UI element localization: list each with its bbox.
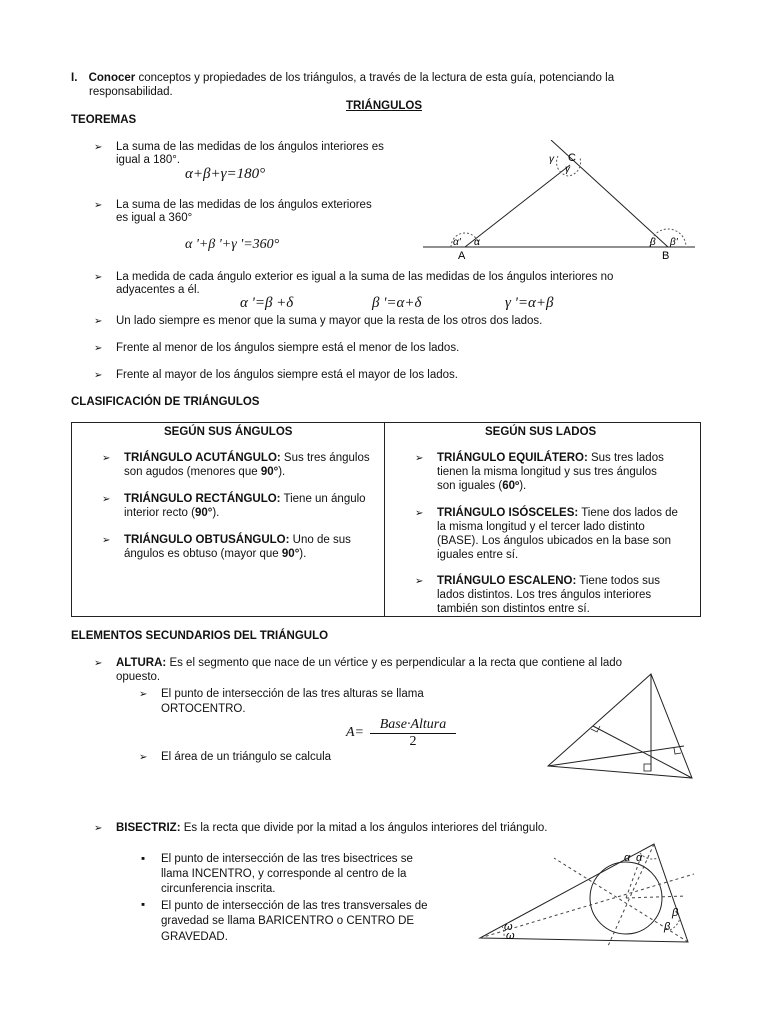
bisector-c xyxy=(608,844,654,946)
bullet-arrow: ➢ xyxy=(415,508,424,519)
bullet-arrow: ➢ xyxy=(415,453,424,464)
formula-gamma-ext: γ '=α+β xyxy=(505,295,554,311)
square-bullet: ▪ xyxy=(141,853,146,865)
teorema4: Un lado siempre es menor que la suma y mayor que la resta de los otros dos lados. xyxy=(116,315,543,327)
alpha-label: α xyxy=(636,852,643,864)
col-header-angulos: SEGÚN SUS ÁNGULOS xyxy=(164,426,293,438)
baricentro-line1: El punto de intersección de las tres transversales de xyxy=(161,900,428,912)
rectangulo-title: TRIÁNGULO RECTÁNGULO: xyxy=(124,493,281,505)
obtusangulo-text1: Uno de sus xyxy=(289,534,351,546)
beta-label: β xyxy=(664,921,671,933)
bullet-arrow: ➢ xyxy=(94,142,103,153)
teorema6: Frente al mayor de los ángulos siempre está el mayor de los lados. xyxy=(116,369,458,381)
right-angle-mark xyxy=(674,748,681,754)
area-formula-lhs: A= xyxy=(346,725,364,740)
acutangulo-text1: Sus tres ángulos xyxy=(280,452,370,464)
equilatero-degree: 60º xyxy=(502,480,520,492)
vertex-b-label: B xyxy=(662,250,670,262)
alpha-label: α xyxy=(474,237,480,248)
formula-beta-ext: β '=α+δ xyxy=(372,295,422,311)
clasificacion-table xyxy=(71,422,701,617)
equilatero-text2: tienen la misma longitud y sus tres ángulos xyxy=(437,466,657,478)
page-title: TRIÁNGULOS xyxy=(346,100,423,112)
bullet-arrow: ➢ xyxy=(102,453,111,464)
col-header-lados: SEGÚN SUS LADOS xyxy=(485,426,597,438)
bullet-arrow: ➢ xyxy=(94,200,103,211)
acutangulo-degree: 90° xyxy=(260,466,279,478)
altura-text1: Es el segmento que nace de un vértice y es perpendicular a la recta que contiene al lado xyxy=(166,657,623,669)
acutangulo-item xyxy=(124,451,370,479)
rectangulo-degree: 90° xyxy=(194,507,213,519)
teorema2-line1: La suma de las medidas de los ángulos exteriores xyxy=(116,199,372,211)
intro-keyword: Conocer xyxy=(88,72,136,84)
escaleno-text1: Tiene todos sus xyxy=(576,575,661,587)
square-bullet: ▪ xyxy=(141,899,146,911)
teorema1-line2: igual a 180°. xyxy=(116,154,181,166)
equilatero-title: TRIÁNGULO EQUILÁTERO: xyxy=(437,452,588,464)
bullet-arrow: ➢ xyxy=(94,370,103,381)
intro-numeral: I. xyxy=(71,72,78,84)
alpha-ext-label: α' xyxy=(453,237,461,248)
bullet-arrow: ➢ xyxy=(415,576,424,587)
isosceles-text3: (BASE). Los ángulos ubicados en la base son xyxy=(437,535,671,547)
teorema3-line2: adyacentes a él. xyxy=(116,284,200,296)
formula-interior-sum: α+β+γ=180° xyxy=(185,166,266,182)
acutangulo-title: TRIÁNGULO ACUTÁNGULO: xyxy=(124,452,281,464)
beta-label: β xyxy=(672,907,679,919)
equilatero-item xyxy=(437,451,664,493)
escaleno-text3: también son distintos entre sí. xyxy=(437,603,590,615)
table-divider xyxy=(384,423,385,616)
incentro-line2: llama INCENTRO, y corresponde al centro de la xyxy=(161,868,407,880)
omega-label: ω xyxy=(506,930,515,942)
teoremas-heading: TEOREMAS xyxy=(71,114,137,126)
bullet-arrow: ➢ xyxy=(94,316,103,327)
bullet-arrow: ➢ xyxy=(94,658,103,669)
escaleno-title: TRIÁNGULO ESCALENO: xyxy=(437,575,577,587)
altura-line1 xyxy=(116,656,622,670)
rectangulo-end: ). xyxy=(212,507,220,519)
rectangulo-text1: Tiene un ángulo xyxy=(280,493,366,505)
bullet-arrow: ➢ xyxy=(94,343,103,354)
escaleno-text2: lados distintos. Los tres ángulos interiores xyxy=(437,589,652,601)
isosceles-text4: iguales entre sí. xyxy=(437,549,519,561)
intro-text: conceptos y propiedades de los triángulos, a través de la lectura de esta guía, potenciando la xyxy=(135,72,615,84)
bullet-arrow: ➢ xyxy=(139,689,148,700)
area-text: El área de un triángulo se calcula xyxy=(161,751,332,763)
beta-label: β xyxy=(650,237,656,248)
side-ac xyxy=(465,165,570,247)
angle-beta-arc xyxy=(670,918,680,930)
vertex-c-label: C xyxy=(568,152,576,164)
area-denominator: 2 xyxy=(409,734,417,749)
equilatero-text1: Sus tres lados xyxy=(587,452,664,464)
ortocentro-line1: El punto de intersección de las tres alturas se llama xyxy=(161,688,424,700)
teorema5: Frente al menor de los ángulos siempre está el menor de los lados. xyxy=(116,342,460,354)
obtusangulo-text2: ángulos es obtuso (mayor que xyxy=(124,548,282,560)
right-angle-mark xyxy=(644,764,651,771)
isosceles-item xyxy=(437,506,678,562)
ortocentro-line2: ORTOCENTRO. xyxy=(161,703,246,715)
acutangulo-text2: son agudos (menores que xyxy=(124,466,261,478)
isosceles-text2: la misma longitud y el tercer lado distinto xyxy=(437,521,645,533)
baricentro-line2: gravedad se llama BARICENTRO o CENTRO DE xyxy=(161,915,415,927)
alpha-label: α xyxy=(624,852,631,864)
intro-line1 xyxy=(71,71,614,85)
radius-line xyxy=(626,896,686,898)
area-formula-fraction xyxy=(370,717,456,750)
gamma-label: γ xyxy=(565,164,570,175)
incentro-line3: circunferencia inscrita. xyxy=(161,883,276,895)
incentro-line1: El punto de intersección de las tres bisectrices se xyxy=(161,853,413,865)
teorema1-line1: La suma de las medidas de los ángulos interiores es xyxy=(116,141,384,153)
obtusangulo-title: TRIÁNGULO OBTUSÁNGULO: xyxy=(124,534,290,546)
formula-alpha-ext: α '=β +δ xyxy=(240,295,294,311)
vertex-a-label: A xyxy=(458,250,466,262)
acutangulo-end: ). xyxy=(278,466,286,478)
escaleno-item xyxy=(437,574,660,616)
area-numerator: Base·Altura xyxy=(370,717,456,734)
rectangulo-item xyxy=(124,492,366,520)
formula-exterior-sum: α '+β '+γ '=360° xyxy=(185,237,280,252)
isosceles-title: TRIÁNGULO ISÓSCELES: xyxy=(437,507,579,519)
clasificacion-heading: CLASIFICACIÓN DE TRIÁNGULOS xyxy=(71,396,260,408)
elementos-heading: ELEMENTOS SECUNDARIOS DEL TRIÁNGULO xyxy=(71,630,329,642)
bisectriz-text: Es la recta que divide por la mitad a los ángulos interiores del triángulo. xyxy=(180,822,548,834)
altura-title: ALTURA: xyxy=(116,657,167,669)
isosceles-text1: Tiene dos lados de xyxy=(578,507,678,519)
bullet-arrow: ➢ xyxy=(102,535,111,546)
baricentro-line3: GRAVEDAD. xyxy=(161,931,228,943)
obtusangulo-end: ). xyxy=(299,548,307,560)
equilatero-text3: son iguales ( xyxy=(437,480,503,492)
altitude-3 xyxy=(593,726,692,778)
obtusangulo-item xyxy=(124,533,351,561)
teorema3-line1: La medida de cada ángulo exterior es igual a la suma de las medidas de los ángulos interiores no xyxy=(116,271,614,283)
bullet-arrow: ➢ xyxy=(94,272,103,283)
gamma-ext-label: γ xyxy=(549,154,554,165)
intro-line2: responsabilidad. xyxy=(89,86,173,98)
obtusangulo-degree: 90° xyxy=(281,548,300,560)
bisectriz-title: BISECTRIZ: xyxy=(116,822,181,834)
rectangulo-text2: interior recto ( xyxy=(124,507,195,519)
altura-line2: opuesto. xyxy=(116,671,161,683)
beta-ext-label: β' xyxy=(670,237,678,248)
bisectriz-line xyxy=(116,821,547,835)
incircle-figure xyxy=(474,838,700,950)
bullet-arrow: ➢ xyxy=(102,494,111,505)
altitudes-figure xyxy=(546,672,696,784)
omega-label: ω xyxy=(504,921,513,933)
bullet-arrow: ➢ xyxy=(139,752,148,763)
bullet-arrow: ➢ xyxy=(94,823,103,834)
triangle-angles-figure xyxy=(418,140,700,265)
teorema2-line2: es igual a 360° xyxy=(116,212,193,224)
equilatero-end: ). xyxy=(519,480,527,492)
